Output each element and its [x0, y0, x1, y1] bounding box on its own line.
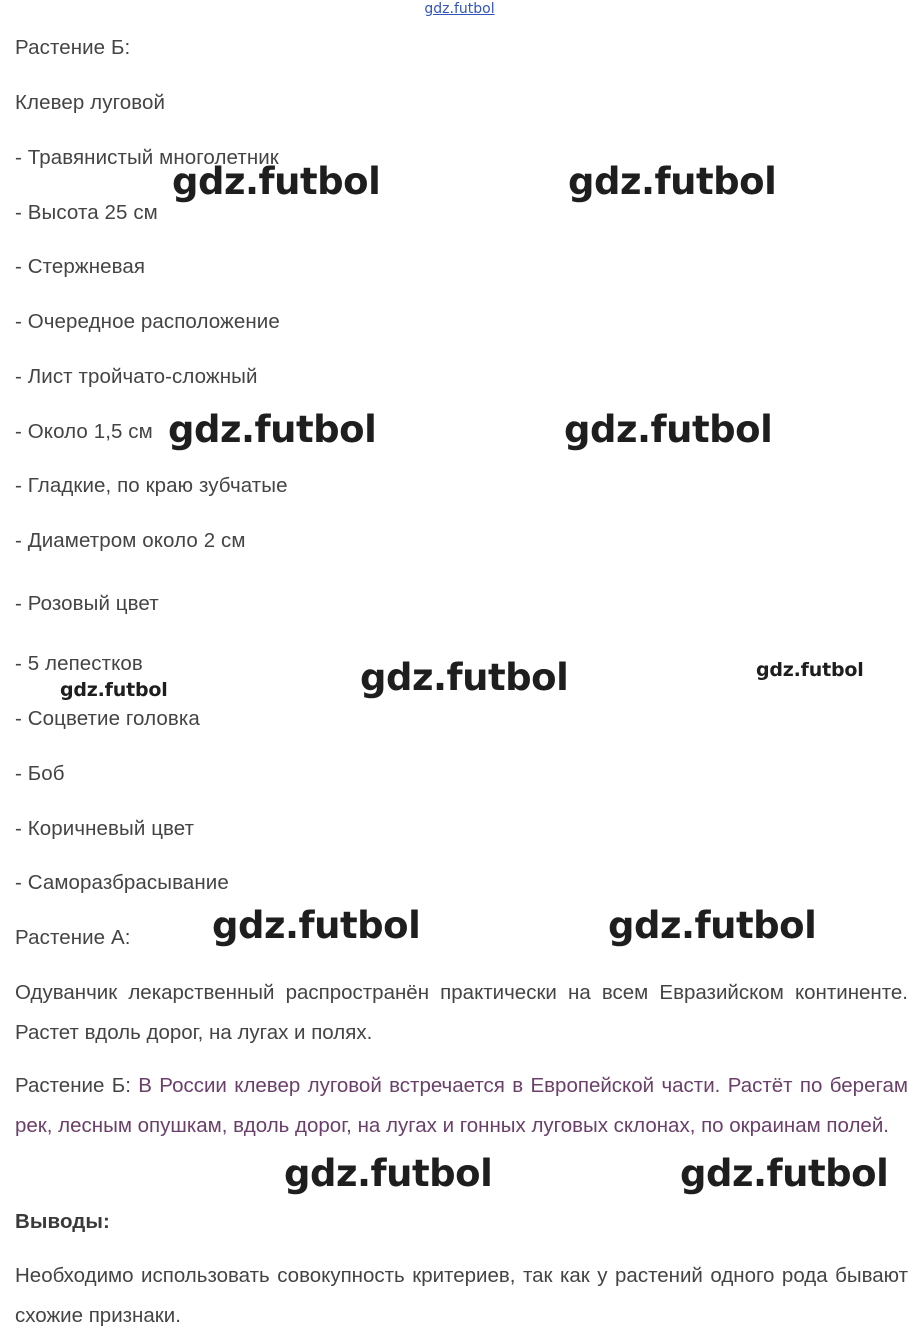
conclusions-paragraph: Необходимо использовать совокупность критериев, так как у растений одного рода бывают схожие признаки.	[15, 1264, 908, 1327]
feature-item: - Диаметром около 2 см	[15, 529, 246, 552]
watermark: gdz.futbol	[360, 656, 569, 699]
plant-b-name: Клевер луговой	[15, 91, 166, 114]
plant-b-habitat-label: Растение Б:	[15, 1074, 131, 1097]
feature-item: - Очередное расположение	[15, 310, 280, 333]
feature-item: - Стержневая	[15, 255, 146, 278]
plant-b-habitat-text: В России клевер луговой встречается в Европейской части. Растёт по берегам рек, лесным опушкам, вдоль дорог, на лугах и гонных луговых склонах, по окраинам полей.	[15, 1074, 908, 1137]
section-a-heading: Растение А:	[15, 926, 131, 949]
plant-a-habitat-paragraph: Одуванчик лекарственный распространён практически на всем Евразийском континенте. Растет вдоль дорог, на лугах и полях.	[15, 981, 908, 1044]
watermark: gdz.futbol	[568, 160, 777, 203]
feature-item: - Лист тройчато-сложный	[15, 365, 258, 388]
feature-item: - Розовый цвет	[15, 592, 159, 615]
watermark: gdz.futbol	[608, 904, 817, 947]
conclusions-heading: Выводы:	[15, 1210, 110, 1233]
feature-item: - Высота 25 см	[15, 201, 158, 224]
watermark: gdz.futbol	[212, 904, 421, 947]
watermark: gdz.futbol	[168, 408, 377, 451]
feature-item: - Боб	[15, 762, 65, 785]
feature-item: - Гладкие, по краю зубчатые	[15, 474, 288, 497]
feature-item: - Саморазбрасывание	[15, 871, 229, 894]
watermark: gdz.futbol	[756, 659, 864, 681]
watermark: gdz.futbol	[60, 679, 168, 701]
watermark: gdz.futbol	[680, 1152, 889, 1195]
watermark: gdz.futbol	[284, 1152, 493, 1195]
watermark: gdz.futbol	[564, 408, 773, 451]
plant-b-habitat-paragraph	[15, 1066, 908, 1146]
section-b-heading: Растение Б:	[15, 36, 131, 59]
feature-item: - Травянистый многолетник	[15, 146, 279, 169]
feature-item: - 5 лепестков	[15, 652, 143, 675]
feature-item: - Соцветие головка	[15, 707, 200, 730]
header-watermark-link[interactable]: gdz.futbol	[424, 1, 495, 17]
watermark: gdz.futbol	[172, 160, 381, 203]
feature-item: - Коричневый цвет	[15, 817, 195, 840]
feature-item: - Около 1,5 см	[15, 420, 153, 443]
